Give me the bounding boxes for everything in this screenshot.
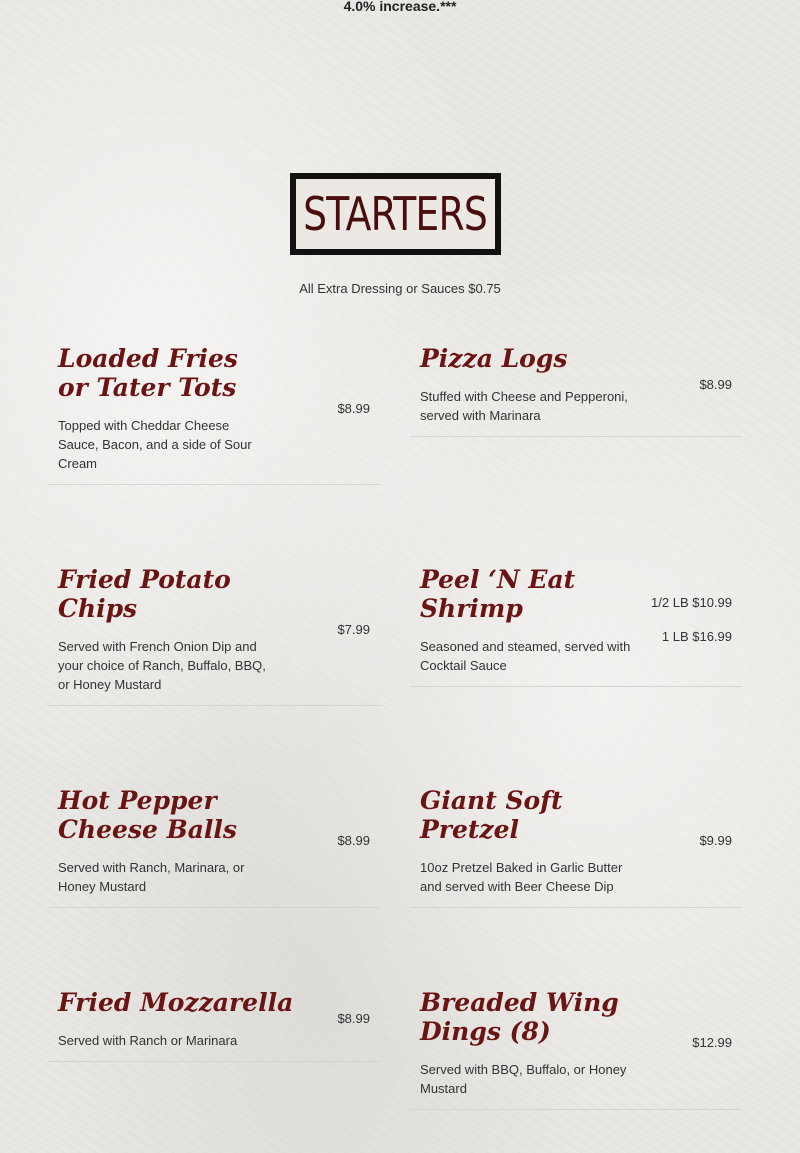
item-description: Stuffed with Cheese and Pepperoni, served with Marinara bbox=[420, 389, 628, 423]
section-title-box bbox=[290, 173, 501, 255]
item-description: Topped with Cheddar Cheese Sauce, Bacon, and a side of Sour Cream bbox=[58, 418, 252, 471]
item-name: Giant Soft Pretzel bbox=[420, 786, 563, 844]
menu-item bbox=[410, 786, 742, 908]
item-price: $8.99 bbox=[337, 1011, 370, 1026]
item-price-large: 1 LB $16.99 bbox=[661, 629, 732, 644]
item-price: 1/2 LB $10.99 bbox=[651, 595, 732, 610]
item-description: Seasoned and steamed, served with Cocktail Sauce bbox=[420, 639, 631, 673]
section-title: STARTERS bbox=[303, 187, 488, 241]
menu-item bbox=[48, 988, 380, 1062]
item-price: $12.99 bbox=[692, 1035, 732, 1050]
menu-item bbox=[48, 786, 380, 908]
item-description: Served with Ranch or Marinara bbox=[58, 1033, 238, 1048]
item-price: $9.99 bbox=[699, 833, 732, 848]
item-description: Served with Ranch, Marinara, or Honey Mustard bbox=[58, 860, 245, 894]
item-price: $8.99 bbox=[699, 377, 732, 392]
extra-sauce-note: All Extra Dressing or Sauces $0.75 bbox=[299, 281, 501, 296]
item-description: Served with BBQ, Buffalo, or Honey Mustard bbox=[420, 1062, 627, 1096]
item-description: Served with French Onion Dip and your choice of Ranch, Buffalo, BBQ, or Honey Mustard bbox=[58, 639, 266, 692]
menu-item bbox=[410, 988, 742, 1110]
item-price: $8.99 bbox=[337, 833, 370, 848]
item-name: Loaded Fries or Tater Tots bbox=[58, 344, 238, 402]
menu-item bbox=[410, 565, 742, 687]
item-price: $7.99 bbox=[337, 622, 370, 637]
menu-item bbox=[48, 565, 380, 706]
menu-item bbox=[410, 344, 742, 437]
item-name: Fried Mozzarella bbox=[58, 988, 294, 1017]
menu-item bbox=[48, 344, 380, 485]
price-increase-note: 4.0% increase.*** bbox=[343, 0, 457, 14]
item-name: Pizza Logs bbox=[420, 344, 568, 373]
item-name: Fried Potato Chips bbox=[58, 565, 231, 623]
item-name: Breaded Wing Dings (8) bbox=[420, 988, 619, 1046]
item-name: Hot Pepper Cheese Balls bbox=[58, 786, 237, 844]
item-price: $8.99 bbox=[337, 401, 370, 416]
item-description: 10oz Pretzel Baked in Garlic Butter and served with Beer Cheese Dip bbox=[420, 860, 623, 894]
item-name: Peel ‘N Eat Shrimp bbox=[420, 565, 576, 623]
